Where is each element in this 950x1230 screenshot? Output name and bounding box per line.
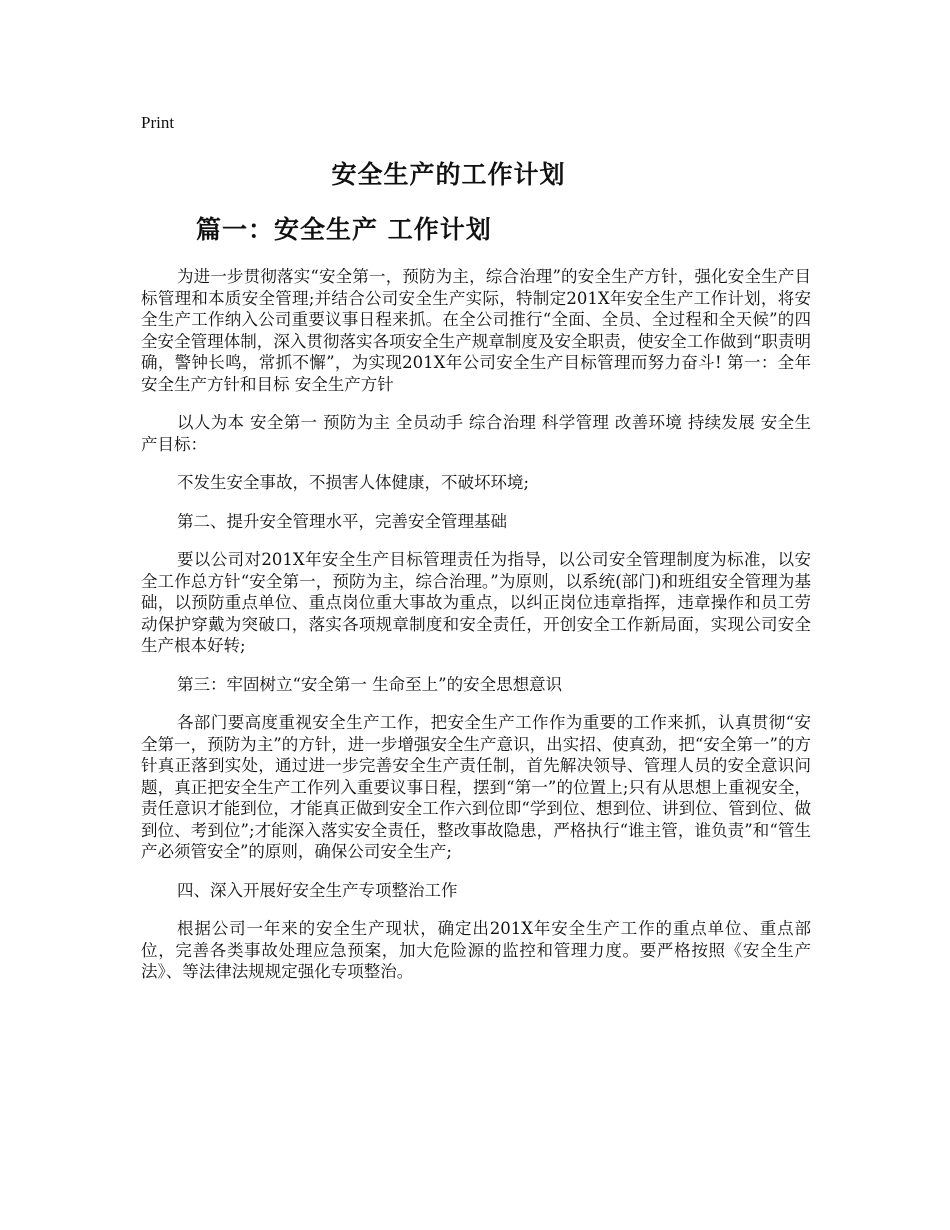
paragraph-policy: 以人为本 安全第一 预防为主 全员动手 综合治理 科学管理 改善环境 持续发展 安全生产目标： [141,413,811,454]
document-title: 安全生产的工作计划 [331,160,566,189]
section-title: 篇一：安全生产 工作计划 [196,215,492,244]
paragraph-heading-fourth: 四、深入开展好安全生产专项整治工作 [177,880,458,900]
paragraph-management: 要以公司对201X年安全生产目标管理责任为指导，以公司安全管理制度为标准，以安全工作总方针“安全第一，预防为主，综合治理。”为原则，以系统(部门)和班组安全管理为基础，以预防重点单位、重点岗位重大事故为重点，以纠正岗位违章指挥，违章操作和员工劳动保护穿戴为突破口，落实各项规章制度和安全责任，开创安全工作新局面，实现公司安全生产根本好转; [141,550,811,655]
paragraph-intro: 为进一步贯彻落实“安全第一，预防为主，综合治理”的安全生产方针，强化安全生产目标管理和本质安全管理;并结合公司安全生产实际，特制定201X年安全生产工作计划，将安全生产工作纳入公司重要议事日程来抓。在全公司推行“全面、全员、全过程和全天候”的四全安全管理体制，深入贯彻落实各项安全生产规章制度及安全职责，使安全工作做到“职责明确，警钟长鸣，常抓不懈”，为实现201X年公司安全生产目标管理而努力奋斗! 第一：全年安全生产方针和目标 安全生产方针 [141,267,811,394]
paragraph-rectification: 根据公司一年来的安全生产现状，确定出201X年安全生产工作的重点单位、重点部位，完善各类事故处理应急预案，加大危险源的监控和管理力度。要严格按照《安全生产法》、等法律法规规定强化专项整治。 [141,919,811,981]
paragraph-awareness: 各部门要高度重视安全生产工作，把安全生产工作作为重要的工作来抓，认真贯彻“安全第一，预防为主”的方针，进一步增强安全生产意识，出实招、使真劲，把“安全第一”的方针真正落到实处，通过进一步完善安全生产责任制，首先解决领导、管理人员的安全意识问题，真正把安全生产工作列入重要议事日程，摆到“第一”的位置上;只有从思想上重视安全，责任意识才能到位，才能真正做到安全工作六到位即“学到位、想到位、讲到位、管到位、做到位、考到位”;才能深入落实安全责任，整改事故隐患，严格执行“谁主管，谁负责”和“管生产必须管安全”的原则，确保公司安全生产; [141,713,811,861]
paragraph-goal: 不发生安全事故，不损害人体健康，不破坏环境; [177,473,530,492]
paragraph-heading-second: 第二、提升安全管理水平，完善安全管理基础 [177,511,507,531]
paragraph-heading-third: 第三：牢固树立“安全第一 生命至上”的安全思想意识 [177,674,563,694]
document-body [141,266,811,1000]
print-label: Print [141,113,175,132]
